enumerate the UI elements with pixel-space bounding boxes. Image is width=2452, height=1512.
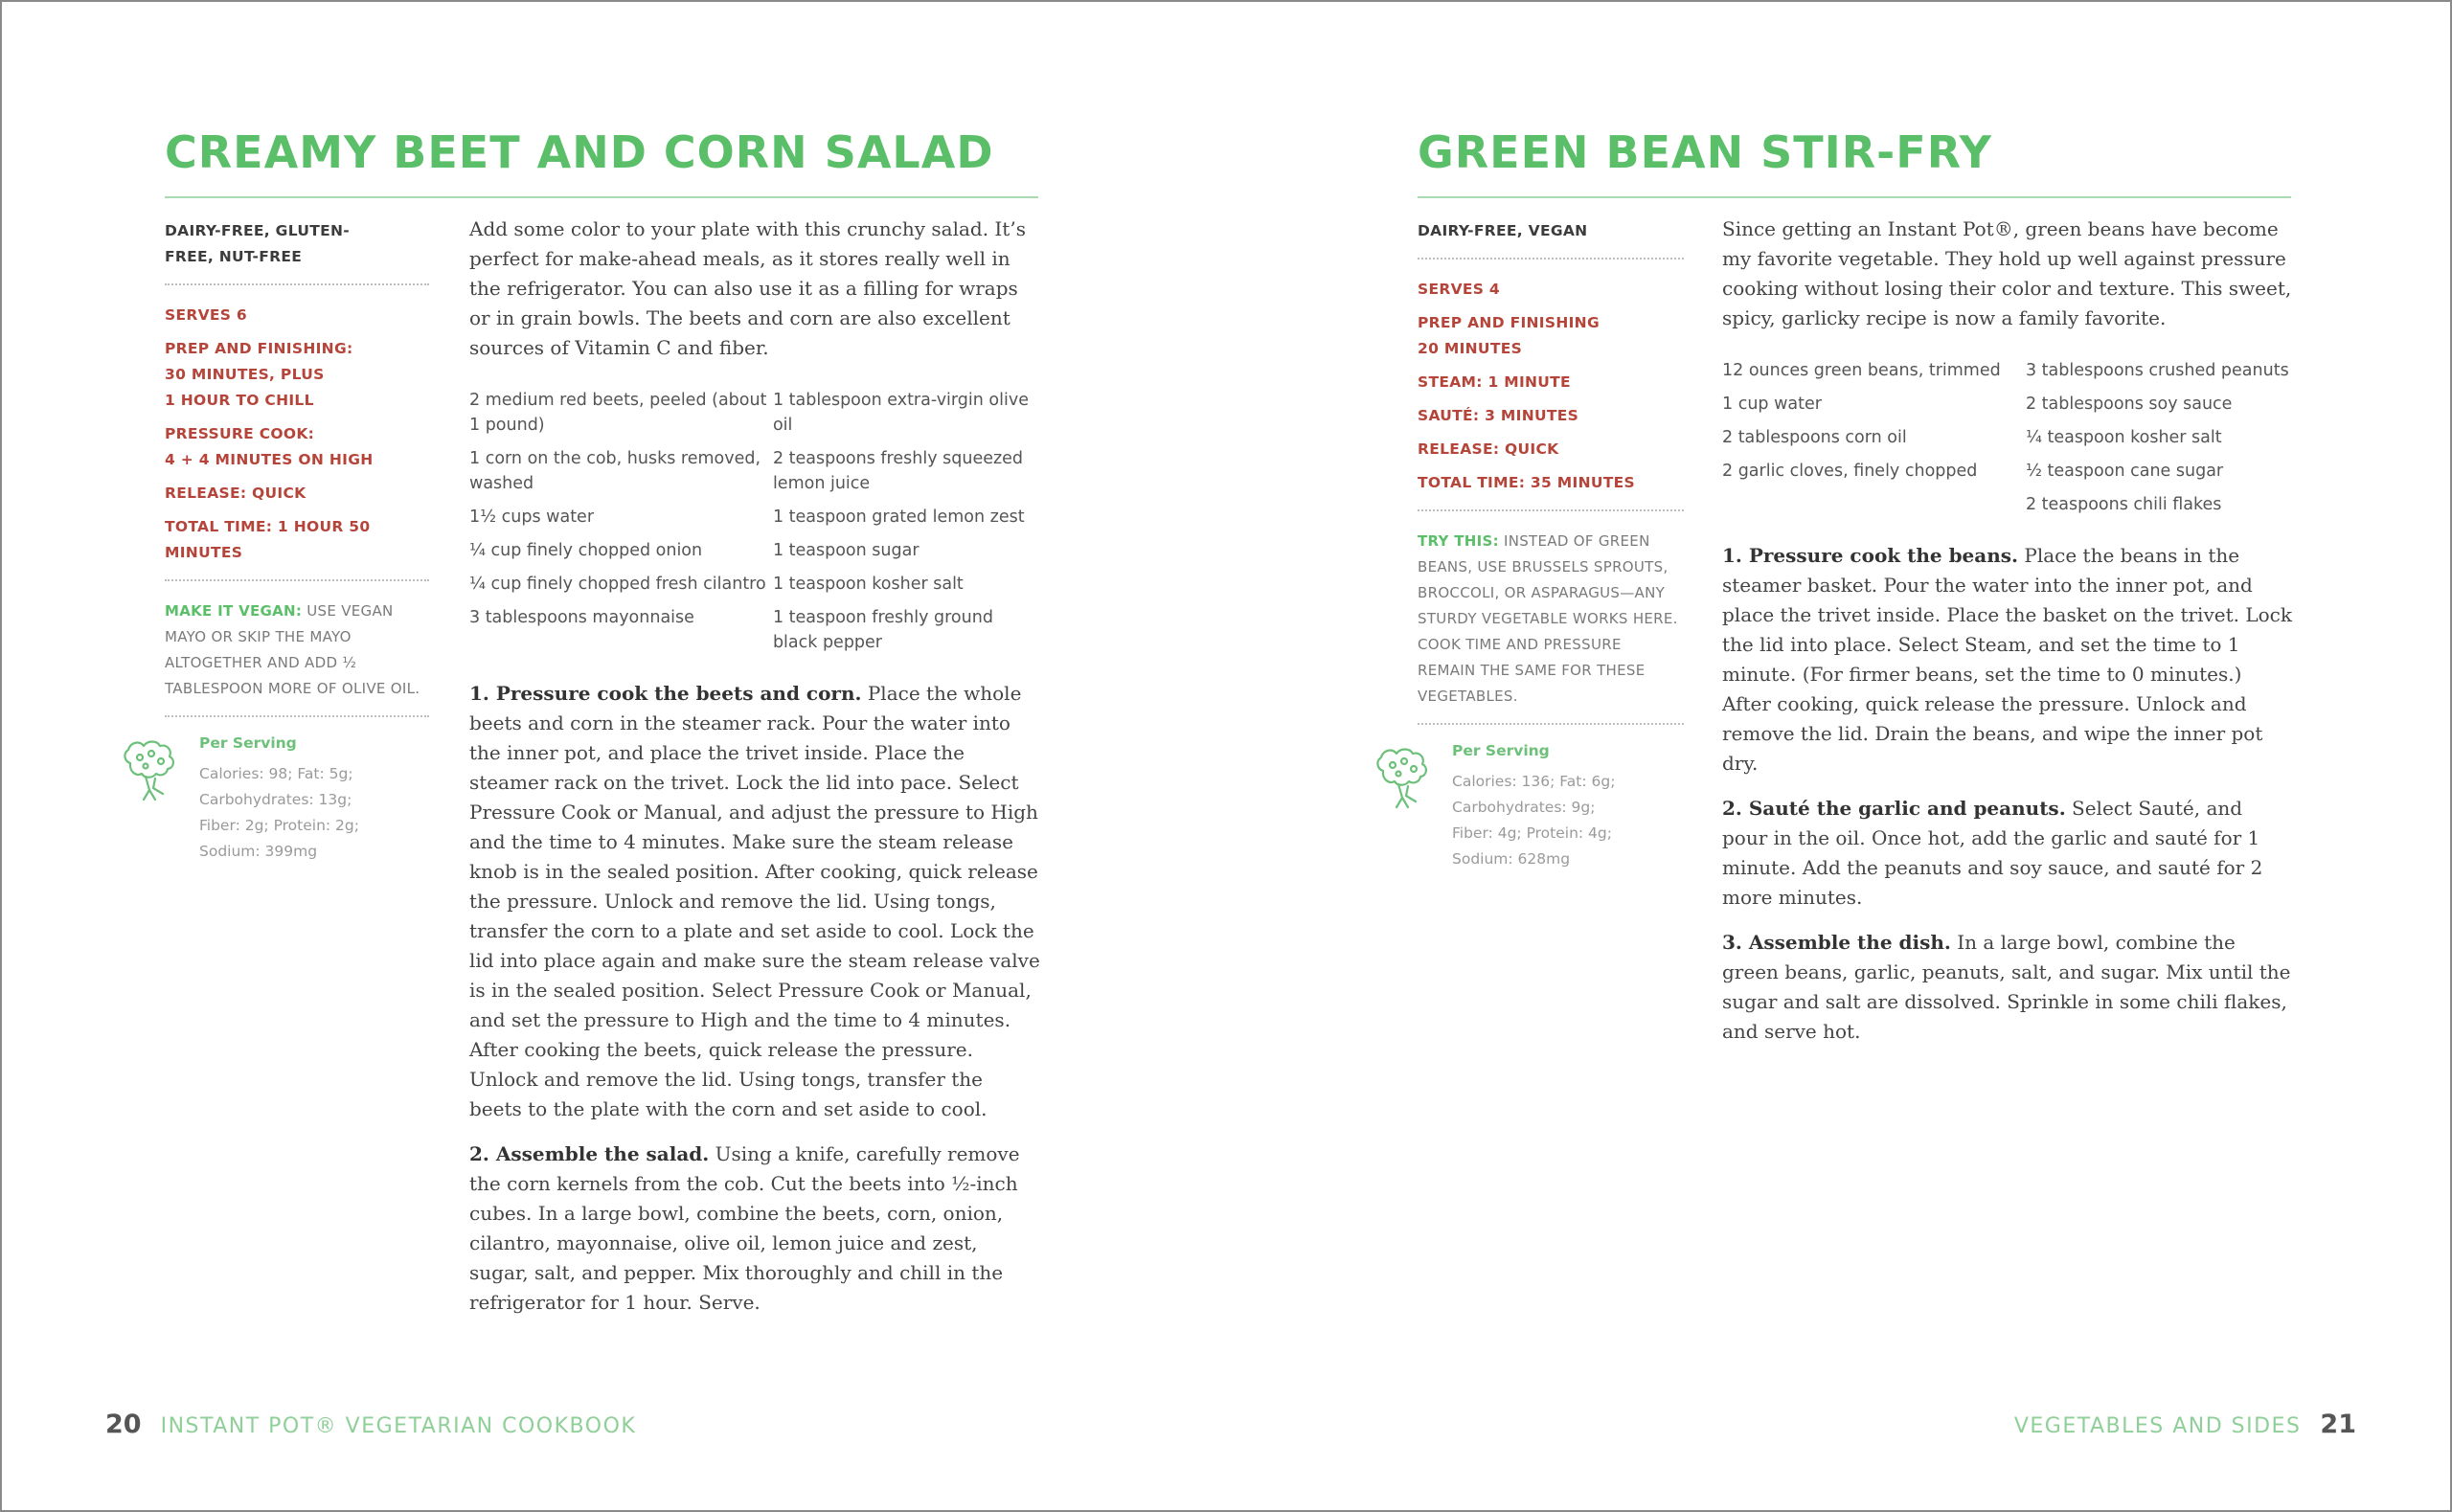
meta-line: 4 + 4 MINUTES ON HIGH [165,451,374,468]
ingredients-column [2026,358,2293,526]
right-folio [2014,1410,2356,1439]
meta-pressure-cook [165,421,429,473]
ingredients-column [1722,358,2026,526]
meta-prep [165,336,429,414]
ingredients-list [1722,358,2293,526]
ingredient: 1 corn on the cob, husks removed, washed [469,449,761,493]
ingredient: 2 teaspoons freshly squeezed lemon juice [772,449,1024,493]
ingredient: 1 teaspoon kosher salt [772,575,964,594]
tip-text: USE VEGAN MAYO OR SKIP THE MAYO ALTOGETHER AND ADD ½ TABLESPOON MORE OF OLIVE OIL. [165,602,420,697]
running-head: INSTANT POT® VEGETARIAN COOKBOOK [160,1414,637,1438]
recipe-steps [1722,541,2293,1047]
meta-line: STEAM: 1 MINUTE [1418,373,1571,391]
nutrition-title: Per Serving [1452,742,1550,759]
recipe-title: CREAMY BEET AND CORN SALAD [165,126,994,178]
nutrition-line: Fiber: 4g; Protein: 4g; [1452,824,1612,842]
recipe-step [1722,794,2293,913]
meta-serves [165,303,429,328]
recipe-sidebar [165,218,429,878]
meta-line: TOTAL TIME: 1 HOUR 50 MINUTES [165,518,371,561]
dotted-divider [1418,723,1684,725]
recipe-steps [469,679,1040,1318]
recipe-intro: Add some color to your plate with this crunchy salad. It’s perfect for make-ahead meals, as it stores really well in the refrigerator. You can also use it as a filling for wraps or in grain bowls. The beets and corn are also excellent sources of Vitamin C and fiber. [469,217,1026,359]
step-lead: 3. Assemble the dish. [1722,931,1951,954]
ingredient: 1 teaspoon grated lemon zest [772,508,1025,527]
step-lead: 1. Pressure cook the beets and corn. [469,682,862,705]
ingredients-list [469,388,1040,664]
title-rule [1418,196,2291,198]
ingredient: ¼ teaspoon kosher salt [2025,428,2222,447]
ingredient: 2 medium red beets, peeled (about 1 pound) [469,391,767,435]
step-text: Using a knife, carefully remove the corn kernels from the cob. Cut the beets into ½-inch cubes. In a large bowl, combine the beets, corn, onion, cilantro, mayonnaise, olive oil, lemon juice and zest, sugar, salt, and pepper. Mix thoroughly and chill in the refrigerator for 1 hour. Serve. [469,1142,1020,1314]
tip-box [1418,529,1684,710]
meta-release [165,481,429,507]
ingredients-column [773,388,1040,664]
recipe-step [1722,541,2293,779]
meta-total-time [165,514,429,566]
nutrition-line: Sodium: 628mg [1452,850,1571,868]
broccoli-icon [117,734,192,809]
meta-line: 20 MINUTES [1418,340,1523,357]
recipe-body [1722,214,2293,1062]
meta-line: RELEASE: QUICK [1418,440,1559,458]
meta-line: 30 MINUTES, PLUS [165,366,325,383]
meta-saute [1418,403,1684,429]
recipe-intro: Since getting an Instant Pot®, green beans have become my favorite vegetable. They hold up well against pressure cooking without losing their color and texture. This sweet, spicy, garlicky recipe is now a family favorite. [1722,217,2292,329]
meta-release [1418,437,1684,463]
ingredient: ¼ cup finely chopped onion [469,541,703,560]
meta-line: PREP AND FINISHING: [165,340,353,357]
nutrition-line: Carbohydrates: 13g; [199,791,352,808]
ingredient: 1 cup water [1722,395,1822,414]
step-lead: 1. Pressure cook the beans. [1722,544,2019,567]
dotted-divider [1418,258,1684,260]
meta-line: 1 HOUR TO CHILL [165,392,314,409]
left-page [165,2,1038,1512]
recipe-step [469,679,1040,1124]
meta-line: PREP AND FINISHING [1418,314,1600,331]
nutrition-line: Carbohydrates: 9g; [1452,799,1596,816]
recipe-step [1722,928,2293,1047]
meta-serves [1418,277,1684,303]
running-head: VEGETABLES AND SIDES [2013,1414,2302,1438]
page-number: 20 [105,1410,142,1439]
step-lead: 2. Assemble the salad. [469,1142,710,1165]
ingredient: 2 tablespoons soy sauce [2025,395,2233,414]
dotted-divider [165,283,429,285]
tip-text: INSTEAD OF GREEN BEANS, USE BRUSSELS SPROUTS, BROCCOLI, OR ASPARAGUS—ANY STURDY VEGETABLE WORKS HERE. COOK TIME AND PRESSURE REMAIN THE SAME FOR THESE VEGETABLES. [1418,532,1678,705]
meta-line: SAUTÉ: 3 MINUTES [1418,407,1579,424]
recipe-sidebar [1418,218,1684,886]
nutrition-line: Sodium: 399mg [199,843,318,860]
step-text: In a large bowl, combine the green beans, garlic, peanuts, salt, and sugar. Mix until the sugar and salt are dissolved. Sprinkle in some chili flakes, and serve hot. [1722,931,2291,1043]
nutrition-info [1418,742,1684,886]
nutrition-lines [199,761,359,865]
recipe-title: GREEN BEAN STIR-FRY [1418,126,1992,178]
recipe-step [469,1140,1040,1318]
page-number: 21 [2320,1410,2356,1439]
recipe-body [469,214,1040,1333]
ingredient: 1 tablespoon extra-virgin olive oil [772,391,1029,435]
nutrition-title: Per Serving [199,734,297,752]
tip-label: MAKE IT VEGAN: [165,602,303,620]
nutrition-lines [1452,769,1615,872]
ingredient: ½ teaspoon cane sugar [2025,462,2224,481]
tip-box [165,598,429,702]
ingredient: 3 tablespoons crushed peanuts [2025,361,2289,380]
ingredient: 1 teaspoon sugar [772,541,920,560]
nutrition-info [165,734,429,878]
nutrition-line: Calories: 98; Fat: 5g; [199,765,353,782]
meta-line: RELEASE: QUICK [165,485,306,502]
ingredient: 12 ounces green beans, trimmed [1722,361,2001,380]
title-rule [165,196,1038,198]
meta-prep [1418,310,1684,362]
ingredient: 1½ cups water [469,508,595,527]
ingredient: 2 teaspoons chili flakes [2025,495,2222,514]
diet-tag-line: FREE, NUT-FREE [165,248,303,265]
meta-line: SERVES 6 [165,306,248,324]
dotted-divider [165,715,429,717]
ingredient: 1 teaspoon freshly ground black pepper [772,608,993,652]
ingredient: 3 tablespoons mayonnaise [469,608,694,627]
diet-tags [165,218,429,270]
broccoli-icon [1370,742,1444,817]
meta-steam [1418,370,1684,395]
left-folio [105,1410,636,1439]
recipe-meta [1418,277,1684,496]
meta-total-time [1418,470,1684,496]
step-lead: 2. Sauté the garlic and peanuts. [1722,797,2066,820]
ingredients-column [469,388,773,664]
diet-tag-line: DAIRY-FREE, GLUTEN- [165,222,350,239]
step-text: Select Sauté, and pour in the oil. Once hot, add the garlic and sauté for 1 minute. Add the peanuts and soy sauce, and sauté for 2 more minutes. [1722,797,2263,909]
dotted-divider [165,579,429,581]
meta-line: PRESSURE COOK: [165,425,315,442]
diet-tags [1418,218,1684,244]
ingredient: 2 tablespoons corn oil [1722,428,1907,447]
step-text: Place the beans in the steamer basket. Pour the water into the inner pot, and place the trivet inside. Place the basket on the trivet. Lock the lid into place. Select Steam, and set the time to 1 minute. (For firmer beans, set the time to 0 minutes.) After cooking, quick release the pressure. Unlock and remove the lid. Drain the beans, and wipe the inner pot dry. [1722,544,2292,775]
meta-line: TOTAL TIME: 35 MINUTES [1418,474,1635,491]
right-page [1418,2,2291,1512]
meta-line: SERVES 4 [1418,281,1501,298]
dotted-divider [1418,509,1684,511]
tip-label: TRY THIS: [1418,532,1499,550]
ingredient: 2 garlic cloves, finely chopped [1722,462,1978,481]
nutrition-line: Fiber: 2g; Protein: 2g; [199,817,359,834]
step-text: Place the whole beets and corn in the steamer rack. Pour the water into the inner pot, and place the trivet inside. Place the steamer rack on the trivet. Lock the lid into pace. Select Pressure Cook or Manual, and adjust the pressure to High and the time to 4 minutes. Make sure the steam release knob is in the sealed position. After cooking, quick release the pressure. Unlock and remove the lid. Using tongs, transfer the corn to a plate and set aside to cool. Lock the lid into place again and make sure the steam release valve is in the sealed position. Select Pressure Cook or Manual, and set the pressure to High and the time to 4 minutes. After cooking the beets, quick release the pressure. Unlock and remove the lid. Using tongs, transfer the beets to the plate with the corn and set aside to cool. [469,682,1040,1120]
ingredient: ¼ cup finely chopped fresh cilantro [469,575,766,594]
diet-tag-line: DAIRY-FREE, VEGAN [1418,222,1588,239]
recipe-meta [165,303,429,566]
nutrition-line: Calories: 136; Fat: 6g; [1452,773,1616,790]
